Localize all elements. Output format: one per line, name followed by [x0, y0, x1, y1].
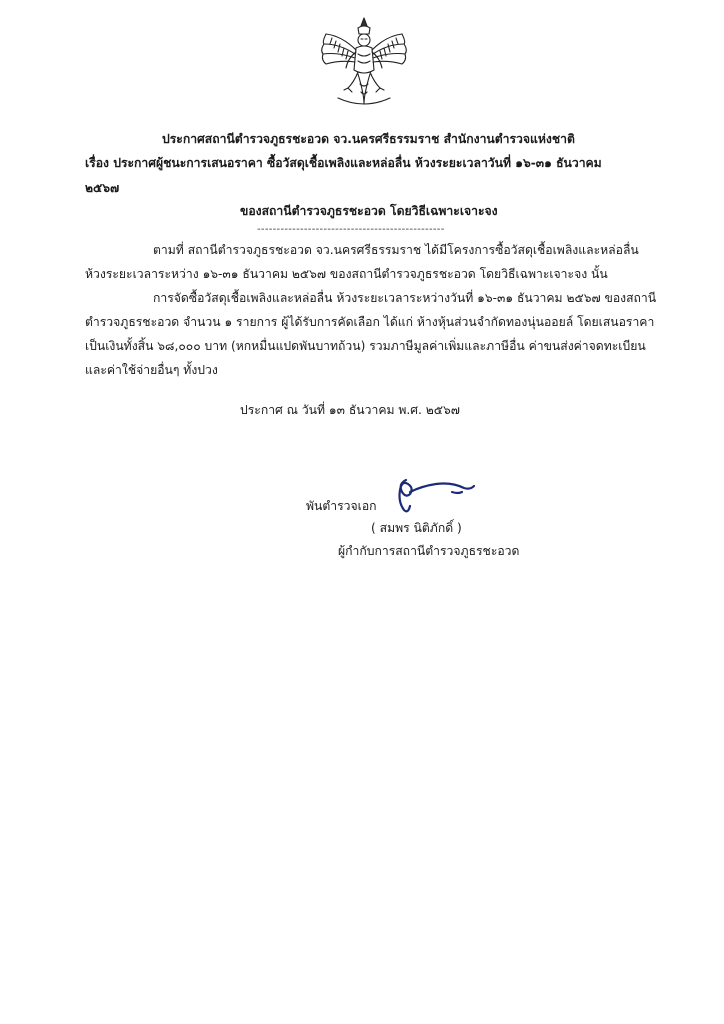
subject-line-year: ๒๕๖๗: [85, 181, 120, 195]
handwritten-signature: [392, 470, 484, 518]
subject-line-method: ของสถานีตำรวจภูธรชะอวด โดยวิธีเฉพาะเจาะจง: [240, 204, 498, 218]
paragraph-2-line-2: ตำรวจภูธรชะอวด จำนวน ๑ รายการ ผู้ได้รับการคัดเลือก ได้แก่ ห้างหุ้นส่วนจำกัดทองนุ่นออยล์ โดยเสนอราคา: [85, 315, 655, 329]
paragraph-2-line-1: การจัดซื้อวัสดุเชื้อเพลิงและหล่อลื่น ห้วงระยะเวลาระหว่างวันที่ ๑๖-๓๑ ธันวาคม ๒๕๖๗ ของสถานี: [153, 291, 657, 305]
paragraph-2-line-3: เป็นเงินทั้งสิ้น ๖๘,๐๐๐ บาท (หกหมื่นแปดพันบาทถ้วน) รวมภาษีมูลค่าเพิ่มและภาษีอื่น ค่าขนส่งค่าจดทะเบียน: [85, 339, 646, 353]
announcement-date: ประกาศ ณ วันที่ ๑๓ ธันวาคม พ.ศ. ๒๕๖๗: [240, 403, 460, 417]
signer-position: ผู้กำกับการสถานีตำรวจภูธรชะอวด: [338, 544, 520, 558]
paragraph-1-line-1: ตามที่ สถานีตำรวจภูธรชะอวด จว.นครศรีธรรมราช ได้มีโครงการซื้อวัสดุเชื้อเพลิงและหล่อลื่น: [153, 243, 639, 257]
signer-name: ( สมพร นิติภักดิ์ ): [371, 521, 462, 535]
paragraph-2-line-4: และค่าใช้จ่ายอื่นๆ ทั้งปวง: [85, 363, 218, 377]
garuda-emblem-icon: [318, 14, 410, 110]
subject-line: เรื่อง ประกาศผู้ชนะการเสนอราคา ซื้อวัสดุเชื้อเพลิงและหล่อลื่น ห้วงระยะเวลาวันที่ ๑๖-๓๑ ธันวาคม: [85, 156, 602, 170]
signer-rank: พันตำรวจเอก: [306, 499, 377, 513]
document-heading: ประกาศสถานีตำรวจภูธรชะอวด จว.นครศรีธรรมราช สำนักงานตำรวจแห่งชาติ: [162, 132, 575, 146]
paragraph-1-line-2: ห้วงระยะเวลาระหว่าง ๑๖-๓๑ ธันวาคม ๒๕๖๗ ของสถานีตำรวจภูธรชะอวด โดยวิธีเฉพาะเจาะจง นั้น: [85, 267, 608, 281]
divider: ------------------------------------------------: [257, 224, 445, 235]
